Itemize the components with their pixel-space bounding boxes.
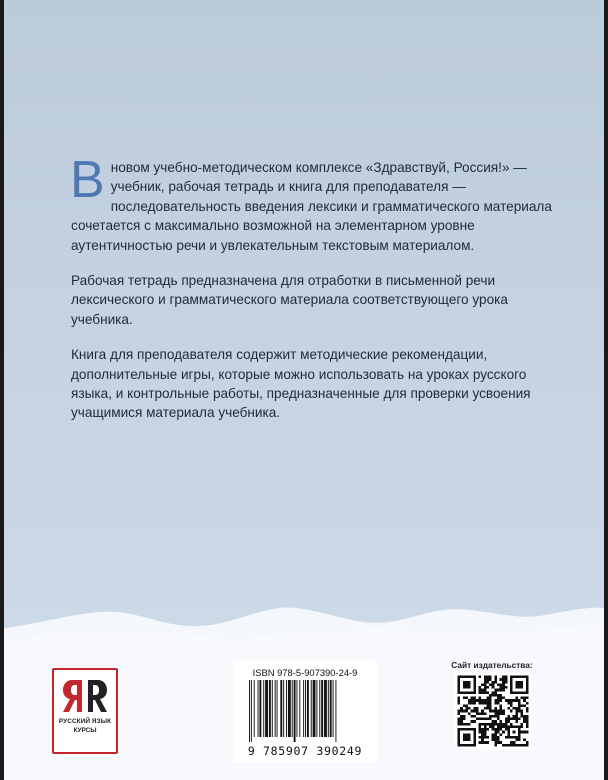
barcode-icon [248,680,366,742]
description-paragraph-2: Рабочая тетрадь предназначена для отработки в письменной речи лексического и грамматического материала соответствующего урока учебника. [71,273,508,327]
isbn-label: ISBN 978-5-907390-24-9 [252,667,358,678]
qr-panel [438,660,546,762]
qr-code-icon [455,673,531,749]
logo-rr-icon [60,676,110,716]
isbn-barcode-panel [233,660,377,762]
book-back-cover [4,0,604,780]
dropcap-letter: В [70,151,105,209]
barcode-digits: 9 785907 390249 [247,744,363,758]
paragraph-1-text: новом учебно-методическом комплексе «Здравствуй, Россия!» — учебник, рабочая тетрадь и книга для преподавателя — последовательность введения лексики и грамматического материала сочетается с максимально возможной на элементарном уровне аутентичностью речи и увлекательным текстовым материалом. [71,160,552,253]
publisher-logo [52,668,118,754]
description-paragraph-1 [70,151,571,255]
logo-text-line2: КУРСЫ [73,727,97,734]
qr-caption: Сайт издательства: [451,660,533,670]
logo-text-line1: РУССКИЙ ЯЗЫК [58,718,112,725]
description-text [70,151,571,439]
description-paragraph-3: Книга для преподавателя содержит методические рекомендации, дополнительные игры, которые можно использовать на уроках русского языка, и контрольные работы, предназначенные для проверки усвоения учащимися материала учебника. [71,347,531,421]
